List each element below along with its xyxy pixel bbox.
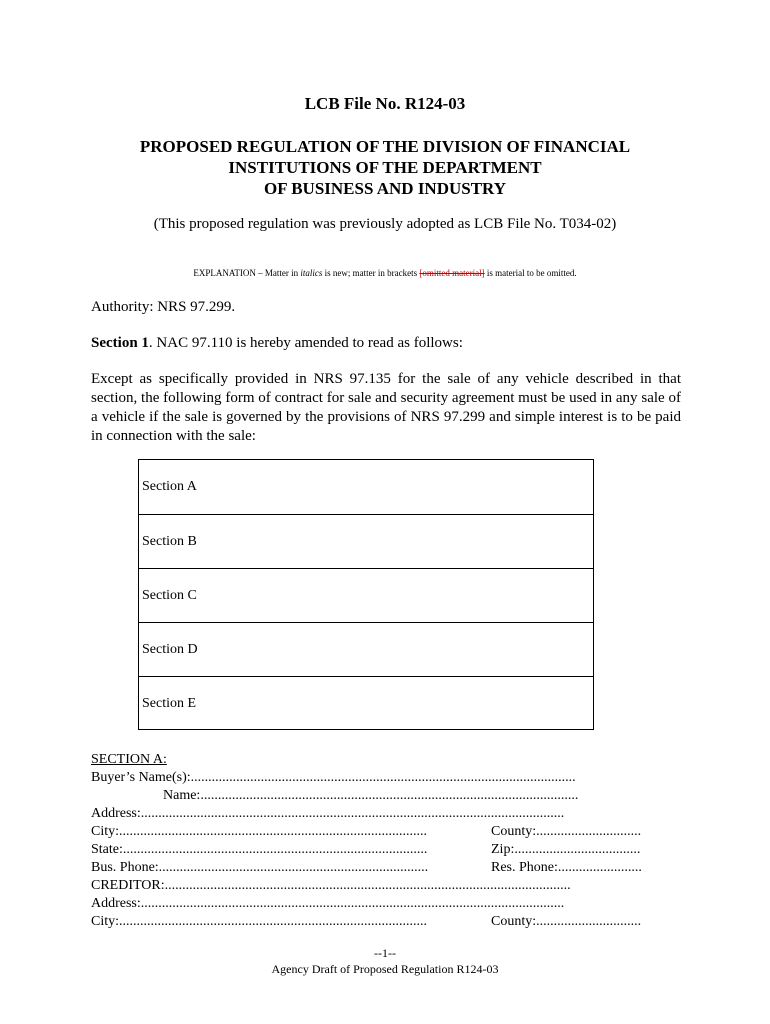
creditor-city-field: City:........................................................................................ [91,914,428,929]
zip-field: Zip:.................................... [491,842,641,857]
table-row [139,460,593,514]
regulation-subtitle: (This proposed regulation was previously adopted as LCB File No. T034-02) [153,216,617,232]
section-d-label: Section D [142,642,198,657]
section-e-label: Section E [142,696,197,711]
explanation-middle: is new; matter in brackets [322,268,420,278]
page-number: --1-- [374,946,396,960]
footer-text: Agency Draft of Proposed Regulation R124-03 [271,962,499,976]
buyers-name-field: Buyer’s Name(s):.............................................................................................................. [91,770,576,785]
sections-table [138,459,594,730]
table-row [139,568,593,622]
section-1-label: Section 1 [91,335,149,351]
regulation-title [0,136,770,199]
authority-line: Authority: NRS 97.299. [91,299,236,315]
section-a-label: Section A [142,479,197,494]
county-field: County:.............................. [491,824,642,839]
creditor-field: CREDITOR:.................................................................................................................... [91,878,571,893]
title-line-3: OF BUSINESS AND INDUSTRY [263,179,507,198]
res-phone-field: Res. Phone:........................ [491,860,642,875]
explanation-suffix: is material to be omitted. [484,268,577,278]
address-field: Address:......................................................................................................................... [91,806,565,821]
section-1-text: . NAC 97.110 is hereby amended to read as follows: [148,335,463,351]
creditor-county-field: County:.............................. [491,914,642,929]
bus-phone-field: Bus. Phone:............................................................................. [91,860,429,875]
body-paragraph: Except as specifically provided in NRS 97.135 for the sale of any vehicle described in that section, the following form of contract for sale and security agreement must be used in any sale of a vehicle if the sale is governed by the provisions of NRS 97.299 and simple interest is to be paid in connection with the sale: [91,371,681,444]
creditor-city-county-row [91,913,671,931]
explanation-prefix: EXPLANATION – Matter in [193,268,301,278]
section-a-form [91,751,671,931]
form-heading: SECTION A: [91,752,167,767]
file-number: LCB File No. R124-03 [304,94,466,113]
section-c-label: Section C [142,588,197,603]
section-b-label: Section B [142,534,197,549]
phone-row [91,859,671,877]
creditor-address-field: Address:......................................................................................................................... [91,896,565,911]
name-field: Name:............................................................................................................ [163,788,579,803]
city-county-row [91,823,671,841]
city-field: City:........................................................................................ [91,824,428,839]
explanation-omitted: [omitted material] [419,268,485,278]
explanation-italics: italics [300,268,323,278]
state-zip-row [91,841,671,859]
state-field: State:....................................................................................... [91,842,428,857]
title-line-1: PROPOSED REGULATION OF THE DIVISION OF FINANCIAL [139,137,631,156]
section-1-intro [91,335,463,352]
table-row [139,622,593,676]
table-row [139,514,593,568]
title-line-2: INSTITUTIONS OF THE DEPARTMENT [228,158,542,177]
explanation-note [0,268,770,278]
table-row [139,676,593,730]
